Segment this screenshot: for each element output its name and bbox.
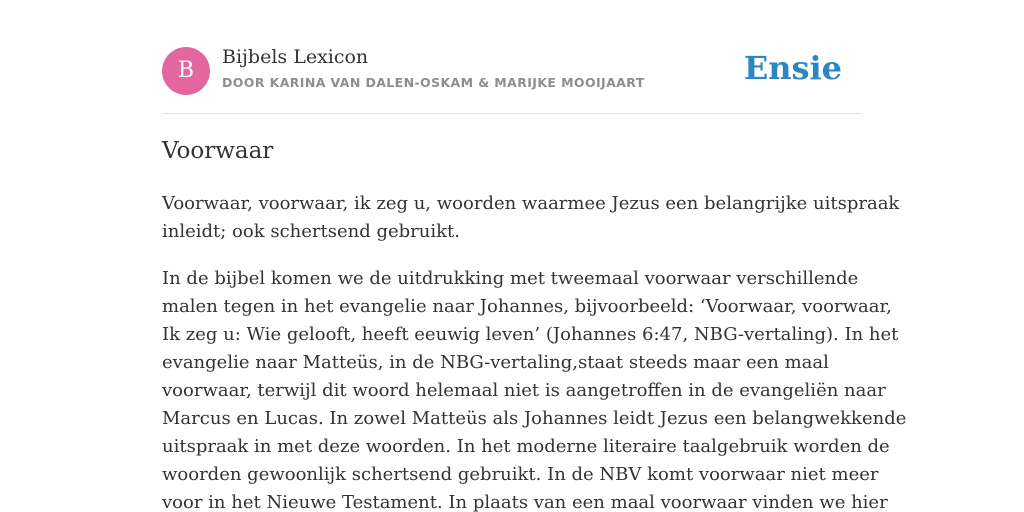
paragraph-line: malen tegen in het evangelie naar Johannes, bijvoorbeeld: ‘Voorwaar, voorwaar, bbox=[162, 296, 892, 317]
source-authors: DOOR KARINA VAN DALEN-OSKAM & MARIJKE MOOIJAART bbox=[222, 75, 645, 90]
paragraph-line: evangelie naar Matteüs, in de NBG-vertaling,staat steeds maar een maal bbox=[162, 352, 829, 373]
paragraph-line: Ik zeg u: Wie gelooft, heeft eeuwig leven’ (Johannes 6:47, NBG-vertaling). In het bbox=[162, 324, 899, 345]
entry-paragraph-1 bbox=[162, 190, 900, 246]
source-header bbox=[162, 46, 862, 96]
paragraph-line: In de bijbel komen we de uitdrukking met tweemaal voorwaar verschillende bbox=[162, 268, 859, 289]
ensie-logo[interactable]: Ensie bbox=[743, 49, 842, 87]
source-title-link[interactable]: Bijbels Lexicon bbox=[222, 46, 369, 68]
paragraph-line: Marcus en Lucas. In zowel Matteüs als Johannes leidt Jezus een belangwekkende bbox=[162, 408, 907, 429]
paragraph-line: Voorwaar, voorwaar, ik zeg u, woorden waarmee Jezus een belangrijke uitspraak bbox=[162, 193, 900, 214]
paragraph-line: voorwaar, terwijl dit woord helemaal niet is aangetroffen in de evangeliën naar bbox=[162, 380, 886, 401]
paragraph-line: uitspraak in met deze woorden. In het moderne literaire taalgebruik worden de bbox=[162, 436, 890, 457]
paragraph-line: voor in het Nieuwe Testament. In plaats van een maal voorwaar vinden we hier bbox=[162, 492, 888, 512]
entry-title: Voorwaar bbox=[162, 138, 274, 164]
paragraph-line: inleidt; ook schertsend gebruikt. bbox=[162, 221, 461, 242]
paragraph-line: woorden gewoonlijk schertsend gebruikt. In de NBV komt voorwaar niet meer bbox=[162, 464, 879, 485]
header-divider bbox=[162, 113, 862, 114]
entry-paragraph-2 bbox=[162, 265, 907, 512]
entry-body bbox=[162, 190, 907, 512]
source-avatar[interactable]: B bbox=[162, 47, 210, 95]
